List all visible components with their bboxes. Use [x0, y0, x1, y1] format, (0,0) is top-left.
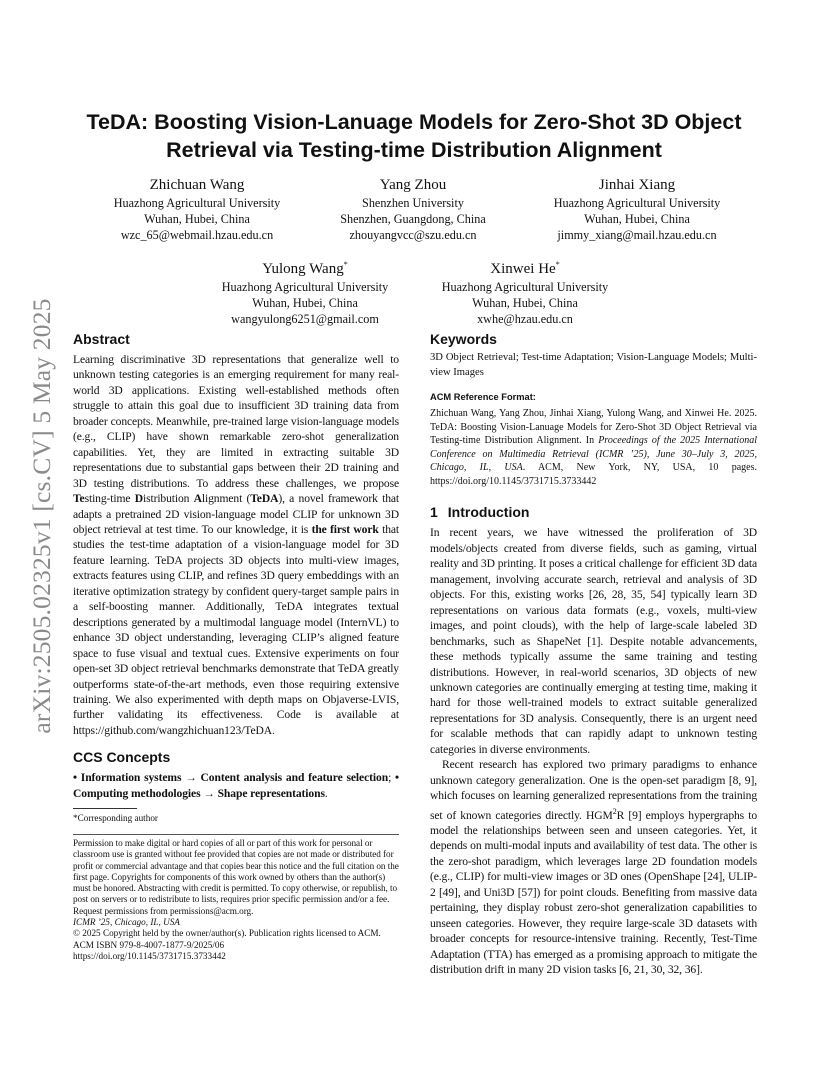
author-name: Xinwei He*	[490, 260, 560, 277]
doi-line: https://doi.org/10.1145/3731715.3733442	[73, 950, 226, 961]
author-name: Yang Zhou	[379, 177, 447, 193]
abstract-heading: Abstract	[73, 331, 130, 347]
ccs-heading: CCS Concepts	[73, 749, 171, 766]
left-column	[73, 330, 399, 801]
author-block	[185, 255, 425, 327]
intro-heading: 1 Introduction	[430, 504, 530, 521]
author-affiliation: Huazhong Agricultural University	[553, 196, 721, 210]
author-block	[515, 175, 759, 243]
corresponding-mark: *	[343, 260, 348, 269]
author-location: Wuhan, Hubei, China	[144, 212, 250, 226]
author-email: xwhe@hzau.edu.cn	[477, 312, 573, 326]
abstract-text: Learning discriminative 3D representations that generalize well to unknown testing categories is an emerging requirement for many real-world 3D applications. Existing well-established methods often struggle to attain this goal due to insufficient 3D training data from broader concepts. Meanwhile, pre-trained large vision-language models (e.g., CLIP) have shown remarkable zero-shot generalization capabilities. Yet, they are limited in extracting suitable 3D representations due to substantial gaps between their 2D training and 3D testing distributions. To address these challenges, we propose Testing-time Distribution Alignment (TeDA), a novel framework that adapts a pretrained 2D vision-language model CLIP for unknown 3D object retrieval at test time. To our knowledge, it is the first work that studies the test-time adaptation of a vision-language model for 3D feature learning. TeDA projects 3D objects into multi-view images, extracts features using CLIP, and refines 3D query embeddings with an iterative optimization strategy by confident query-target sample pairs in a self-boosting manner. Additionally, TeDA integrates textual descriptions generated by a multimodal language model (InternVL) to enhance 3D object understanding, leveraging CLIP’s aligned feature space to fuse visual and textual cues. Extensive experiments on four open-set 3D object retrieval benchmarks demonstrate that TeDA greatly outperforms state-of-the-art methods, even those requiring extensive training. We also experimented with depth maps on Objaverse-LVIS, further validating its effectiveness. Code is available at https://github.com/wangzhichuan123/TeDA.	[73, 353, 400, 737]
permission-text: Permission to make digital or hard copies of all or part of this work for personal or classroom use is granted without fee provided that copies are not made or distributed for profit or commercial advantage and that copies bear this notice and the full citation on the first page. Copyrights for components of this work owned by others than the author(s) must be honored. Abstracting with credit is permitted. To copy otherwise, or republish, to post on servers or to redistribute to lists, requires prior specific permission and/or a fee. Request permissions from permissions@acm.org.	[73, 838, 399, 916]
ccs-text: • Information systems → Content analysis and feature selection; • Computing methodologies → Shape representations.	[73, 771, 399, 800]
author-affiliation: Shenzhen University	[362, 196, 464, 210]
author-name: Jinhai Xiang	[598, 177, 676, 193]
author-email: jimmy_xiang@mail.hzau.edu.cn	[557, 228, 717, 242]
right-column	[430, 330, 757, 977]
permission-block	[73, 838, 399, 962]
author-location: Shenzhen, Guangdong, China	[340, 212, 486, 226]
author-affiliation: Huazhong Agricultural University	[441, 280, 609, 294]
author-affiliation: Huazhong Agricultural University	[113, 196, 281, 210]
author-location: Wuhan, Hubei, China	[472, 296, 578, 310]
paper-title: TeDA: Boosting Vision-Lanuage Models for Zero-Shot 3D Object Retrieval via Testing-time Distribution Alignment	[86, 110, 742, 162]
author-block	[77, 175, 317, 243]
arxiv-stamp-text: arXiv:2505.02325v1 [cs.CV] 5 May 2025	[27, 298, 56, 734]
corresponding-mark: *	[555, 260, 560, 269]
author-affiliation: Huazhong Agricultural University	[221, 280, 389, 294]
acm-ref-text: Zhichuan Wang, Yang Zhou, Jinhai Xiang, Yulong Wang, and Xinwei He. 2025. TeDA: Boosting Vision-Lanuage Models for Zero-Shot 3D Object Retrieval via Testing-time Distribution Alignment. In Proceedings of the 2025 International Conference on Multimedia Retrieval (ICMR ’25), June 30–July 3, 2025, Chicago, IL, USA. ACM, New York, NY, USA, 10 pages. https://doi.org/10.1145/3731715.3733442	[430, 408, 757, 487]
footnote: *Corresponding author	[73, 813, 158, 823]
author-location: Wuhan, Hubei, China	[252, 296, 358, 310]
keywords-text: 3D Object Retrieval; Test-time Adaptation; Vision-Language Models; Multi-view Images	[430, 352, 757, 378]
intro-paragraph-2: Recent research has explored two primary paradigms to enhance unknown category generalization. One is the open-set paradigm [8, 9], which focuses on learning generalized representations from the training set of known categories directly. HGM$^2$R [9] employs hypergraphs to model the relationships between seen and unseen categories. Yet, it depends on multi-modal inputs and availability of test data. The other is the zero-shot paradigm, which leverages large 2D foundation models (e.g., CLIP) for multi-view images or 3D ones (OpenShape [24], ULIP-2 [49], and Uni3D [57]) for point clouds. Benefiting from massive data pertaining, they display robust zero-shot generalization capabilities to unseen categories. However, they require large-scale 3D datasets with broader concepts for resource-intensive training. Recently, Test-Time Adaptation (TTA) has emerged as a promising approach to mitigate the distribution drift in many 2D vision tasks [6, 21, 30, 32, 36].	[430, 758, 758, 976]
author-email: zhouyangvcc@szu.edu.cn	[349, 228, 477, 242]
author-name: Yulong Wang*	[262, 260, 348, 277]
footnote-rule	[73, 808, 137, 809]
acm-ref-heading: ACM Reference Format:	[430, 392, 536, 402]
author-block	[405, 255, 645, 327]
permission-rule	[73, 834, 399, 835]
author-block	[293, 175, 533, 243]
copyright-line: © 2025 Copyright held by the owner/author(s). Publication rights licensed to ACM.	[73, 928, 381, 939]
author-name: Zhichuan Wang	[149, 177, 245, 193]
arxiv-stamp	[22, 286, 62, 746]
author-location: Wuhan, Hubei, China	[584, 212, 690, 226]
keywords-heading: Keywords	[430, 331, 497, 347]
author-email: wzc_65@webmail.hzau.edu.cn	[120, 228, 274, 242]
author-email: wangyulong6251@gmail.com	[231, 312, 379, 326]
isbn-line: ACM ISBN 979-8-4007-1877-9/2025/06	[73, 939, 225, 950]
intro-paragraph-1: In recent years, we have witnessed the proliferation of 3D models/objects created from diverse fields, such as gaming, virtual reality and 3D printing. It poses a critical challenge for efficient 3D data management, involving accurate search, retrieval and analysis of 3D objects. For this, existing works [26, 28, 35, 54] typically learn 3D representations on various data formats (e.g., voxels, multi-view images, and point clouds), with the help of large-scale labeled 3D benchmarks, such as ShapeNet [1]. Despite notable advancements, these methods typically assume the same training and testing distributions. However, in real-world scenarios, 3D objects of new unknown categories are continually emerging at testing time, making it hard for those well-trained models to extract suitable generalized representations for 3D analysis. Consequently, there is an urgent need for scalable methods that can rapidly adapt to unknown testing categories in diverse environments.	[430, 526, 757, 756]
conference-line: ICMR ’25, Chicago, IL, USA	[73, 917, 180, 928]
